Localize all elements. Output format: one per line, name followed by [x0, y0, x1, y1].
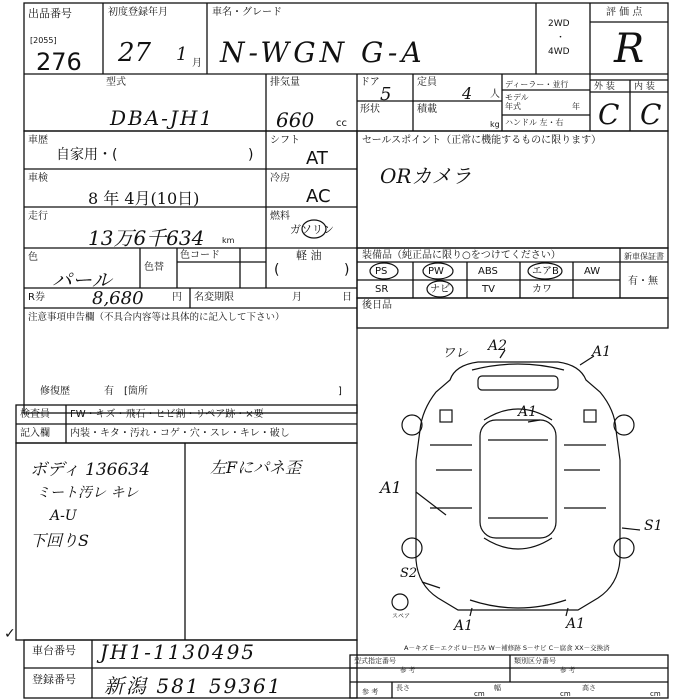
- color-value: パール: [52, 268, 112, 292]
- seats-label: 定員: [417, 77, 437, 88]
- model-year-label-1: モデル: [505, 93, 529, 102]
- diag-mark-crack: ワレ: [442, 346, 469, 361]
- chassis-value: JH1-1130495: [100, 640, 257, 664]
- spare-label: スペア: [392, 613, 411, 620]
- inspector-label-2: 記入欄: [20, 428, 50, 439]
- first-reg-month: 1: [176, 44, 188, 65]
- shift-label: シフト: [270, 135, 300, 146]
- equip-leather: カワ: [532, 284, 552, 295]
- plate-label: 登録番号: [32, 673, 76, 686]
- history-close: ): [248, 147, 254, 163]
- mileage-label: 走行: [28, 211, 48, 222]
- name-grade-value: N-WGN G-A: [220, 36, 426, 69]
- equipment-label: 装備品（純正品に限り○をつけてください）: [362, 250, 561, 261]
- displacement-value: 660: [276, 108, 315, 132]
- model-year-unit: 年: [572, 102, 580, 111]
- inspector-row-2: 内装・キタ・汚れ・コゲ・穴・スレ・キレ・破し: [70, 428, 290, 439]
- warranty-value: 有・無: [628, 276, 658, 287]
- history-label: 車歴: [28, 135, 48, 146]
- equip-abs: ABS: [478, 266, 498, 277]
- model-year-label-2: 年式: [505, 102, 521, 111]
- fuel-close: ): [344, 262, 350, 278]
- sales-value: ORカメラ: [380, 164, 472, 188]
- check-mark: ✓: [4, 626, 16, 642]
- plate-value: 新潟 581 59361: [104, 674, 283, 698]
- inspection-value: 8 年 4月(10日): [88, 189, 200, 208]
- mileage-unit: km: [222, 236, 235, 245]
- score-label: 評 価 点: [606, 7, 643, 18]
- inspector-note-3: A-U: [50, 508, 77, 524]
- drive-4wd: 4WD: [548, 47, 570, 57]
- equip-airbag: エアB: [532, 266, 559, 277]
- repair-label: 修復歴: [40, 386, 70, 397]
- dim-height-unit: cm: [650, 690, 661, 698]
- model-label: 型式: [106, 77, 126, 88]
- dim-length-unit: cm: [474, 690, 485, 698]
- exterior-label: 外 装: [594, 82, 615, 92]
- interior-value: C: [640, 98, 662, 131]
- dim-width-unit: cm: [560, 690, 571, 698]
- model-value: DBA-JH1: [110, 106, 215, 130]
- inspector-label-1: 検査員: [20, 409, 50, 420]
- diag-mark-s2: S2: [400, 566, 418, 581]
- lot-label: 出品番号: [28, 7, 72, 20]
- title-month: 月: [292, 292, 302, 303]
- repair-place: [箇所: [124, 386, 148, 397]
- inspector-note-4: 下回りS: [30, 531, 89, 550]
- handle-label: ハンドル 左・右: [505, 118, 564, 127]
- first-reg-label: 初度登録年月: [108, 7, 168, 18]
- color-label: 色: [28, 252, 38, 263]
- inspector-note-2: ミート汚レ キレ: [36, 485, 139, 501]
- equip-navi: ナビ: [430, 284, 450, 295]
- inspector-row-1: FW・キズ・飛石・ヒビ割・リペア跡・×要: [70, 409, 264, 420]
- fuel-label: 燃料: [270, 211, 290, 222]
- exterior-value: C: [598, 98, 620, 131]
- ac-label: 冷房: [270, 173, 290, 184]
- equip-aw: AW: [584, 266, 601, 277]
- fuel-open: (: [274, 262, 280, 278]
- equip-ps: PS: [375, 266, 388, 277]
- body-label: 形状: [360, 104, 380, 115]
- diag-mark-a2: A2: [488, 338, 508, 354]
- inspection-label: 車検: [28, 173, 48, 184]
- doors-label: ドア: [360, 77, 380, 88]
- load-label: 積載: [417, 104, 437, 115]
- dim-label: 参 考: [362, 688, 379, 696]
- fuel-gas: ガソリン: [290, 223, 334, 236]
- title-label: 名変期限: [194, 292, 234, 303]
- chassis-label: 車台番号: [32, 644, 76, 657]
- r-label: R券: [28, 292, 45, 303]
- equip-sr: SR: [375, 284, 389, 295]
- form-label-1: 型式指定番号: [354, 657, 396, 665]
- diag-mark-s1: S1: [644, 518, 663, 534]
- displacement-label: 排気量: [270, 77, 300, 88]
- dim-width: 幅: [494, 684, 501, 692]
- diag-mark-a1-hood: A1: [518, 404, 538, 420]
- first-reg-year: 27: [118, 38, 152, 68]
- equip-tv: TV: [482, 284, 495, 295]
- diag-mark-a1-rear-l: A1: [454, 618, 474, 634]
- name-grade-label: 車名・グレード: [212, 7, 282, 18]
- seats-value: 4: [462, 84, 473, 103]
- repair-close: ]: [338, 386, 342, 397]
- month-unit: 月: [192, 58, 202, 69]
- score-value: R: [614, 26, 645, 72]
- diag-mark-a1-left: A1: [380, 478, 402, 497]
- drive-dot: ・: [556, 33, 566, 43]
- equip-pw: PW: [428, 266, 444, 277]
- title-day: 日: [342, 292, 352, 303]
- seats-unit: 人: [490, 89, 500, 100]
- r-value: 8,680: [92, 288, 144, 309]
- mileage-value: 13万6千634: [88, 226, 205, 250]
- dim-height: 高さ: [582, 684, 596, 692]
- form-label-4: 参 考: [560, 666, 576, 674]
- color-code-label: 色コード: [180, 250, 220, 261]
- history-value: 自家用・(: [56, 147, 118, 163]
- inspector-note-right: 左Fにパネ歪: [210, 458, 302, 477]
- lot-number: 276: [36, 48, 82, 76]
- interior-label: 内 装: [634, 82, 655, 92]
- form-label-3: 類別区分番号: [514, 657, 556, 665]
- damage-legend: A－キズ E－エクボ U－凹み W－補修跡 S－サビ C－腐食 XX－交換済: [404, 644, 610, 652]
- load-unit: kg: [490, 120, 500, 129]
- form-label-2: 参 考: [400, 666, 416, 674]
- displacement-unit: cc: [336, 118, 347, 129]
- r-unit: 円: [172, 292, 182, 303]
- sales-label: セールスポイント（正常に機能するものに限ります）: [362, 135, 602, 146]
- diag-mark-a1-rear-r: A1: [566, 616, 586, 632]
- shift-value: AT: [306, 148, 328, 169]
- inspector-note-1: ボディ 136634: [30, 460, 150, 480]
- doors-value: 5: [380, 84, 392, 105]
- drive-2wd: 2WD: [548, 19, 570, 29]
- warranty-label: 新車保証書: [624, 252, 664, 261]
- dealer-label: ディーラー・並行: [505, 80, 569, 89]
- notes-label: 注意事項申告欄（不具合内容等は具体的に記入して下さい）: [28, 312, 285, 323]
- later-label: 後日品: [362, 300, 392, 311]
- repair-has: 有: [104, 386, 114, 397]
- fuel-diesel: 軽 油: [296, 249, 322, 262]
- ac-value: AC: [306, 186, 331, 207]
- dim-length: 長さ: [396, 684, 410, 692]
- lot-sub: [2055]: [30, 36, 57, 45]
- diag-mark-a1-top: A1: [592, 344, 612, 360]
- color-change-label: 色替: [144, 262, 164, 273]
